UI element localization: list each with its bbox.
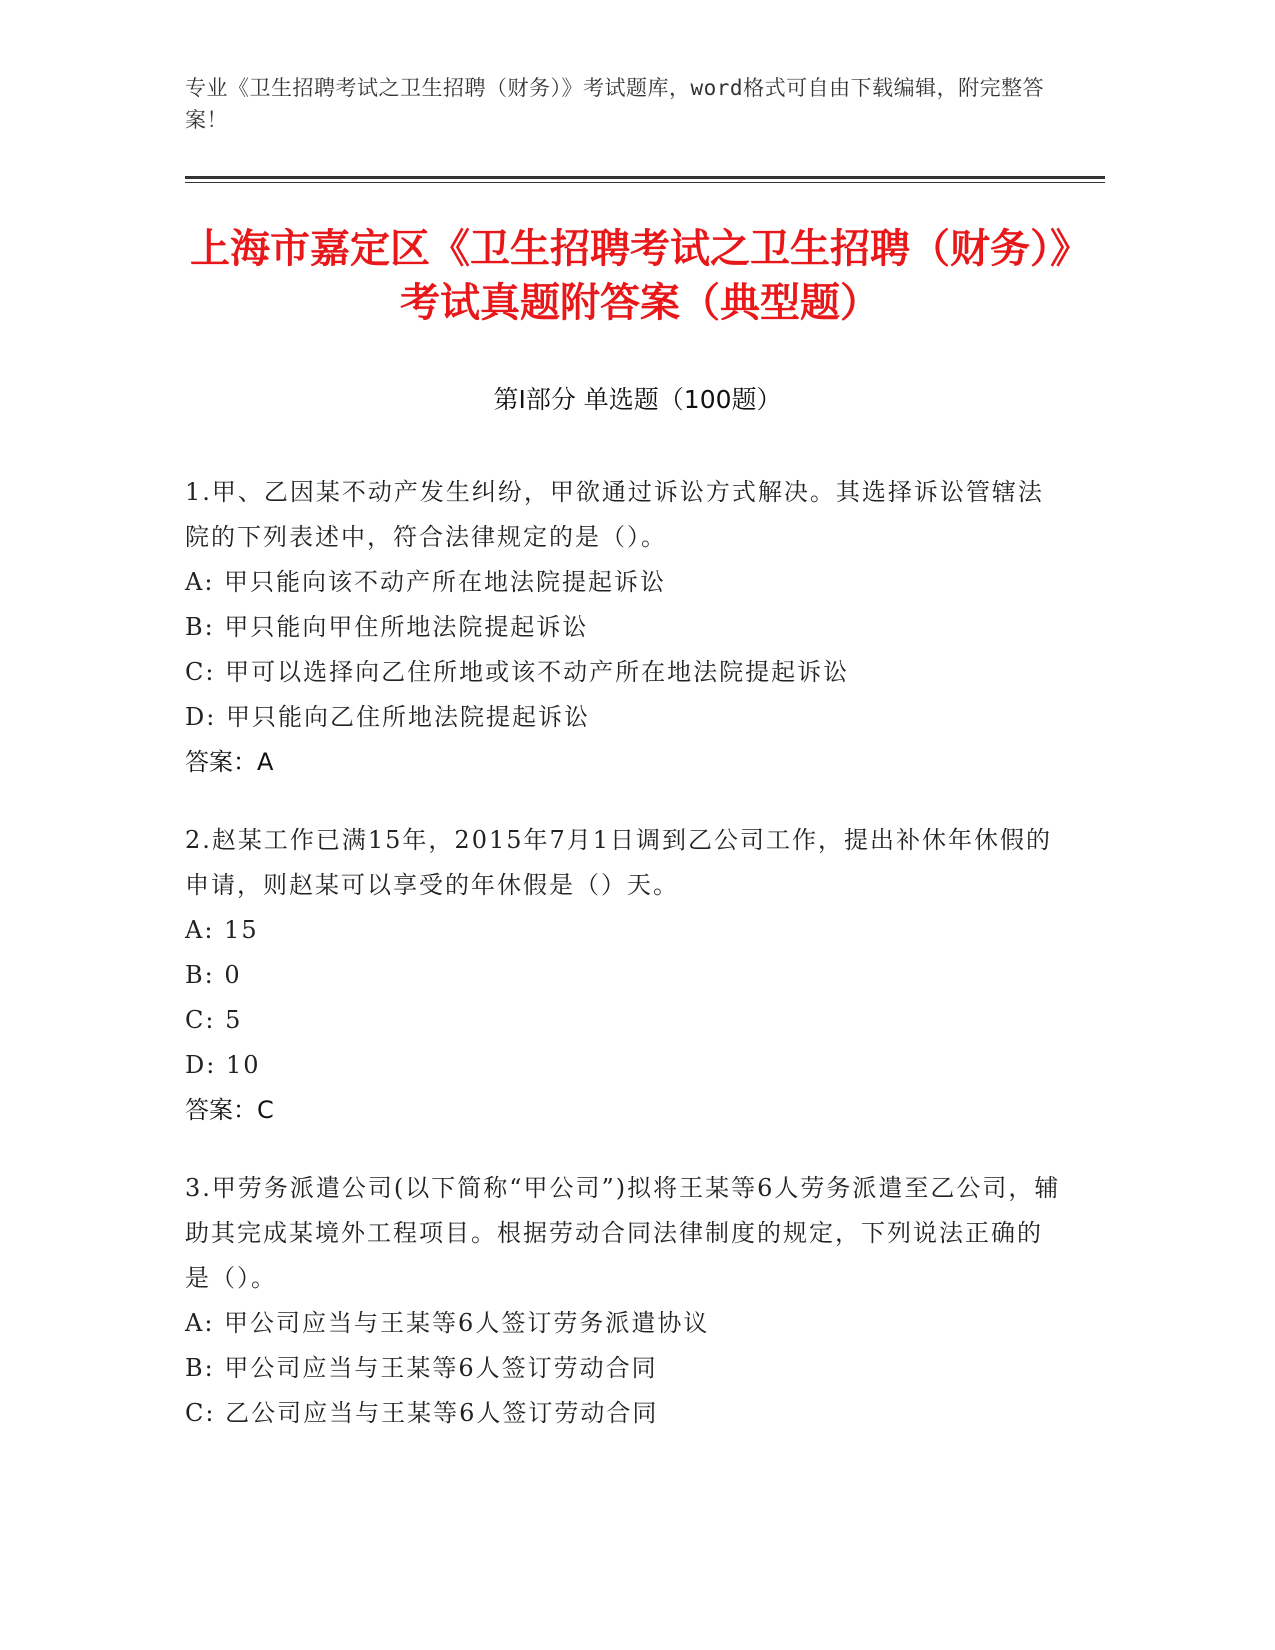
- question-block: [185, 818, 1065, 1133]
- option-c: C: 乙公司应当与王某等6人签订劳动合同: [185, 1399, 659, 1427]
- question-text: 2.赵某工作已满15年，2015年7月1日调到乙公司工作，提出补休年休假的申请，则赵某可以享受的年休假是（）天。: [185, 826, 1053, 899]
- option-a: A: 甲公司应当与王某等6人签订劳务派遣协议: [185, 1309, 710, 1337]
- document-title: 上海市嘉定区《卫生招聘考试之卫生招聘（财务）》考试真题附答案（典型题）: [190, 226, 1090, 326]
- header-note: 专业《卫生招聘考试之卫生招聘（财务）》考试题库，word格式可自由下载编辑，附完整答案！: [185, 76, 1045, 132]
- option-b: B: 0: [185, 961, 242, 989]
- header-rule-thin: [185, 182, 1105, 183]
- option-c: C: 甲可以选择向乙住所地或该不动产所在地法院提起诉讼: [185, 658, 850, 686]
- option-d: D: 甲只能向乙住所地法院提起诉讼: [185, 703, 590, 731]
- option-a: A: 15: [185, 916, 259, 944]
- section-title: 第Ⅰ部分 单选题（100题）: [493, 385, 782, 414]
- answer: 答案：C: [185, 1096, 274, 1124]
- question-block: [185, 1166, 1065, 1436]
- option-b: B: 甲只能向甲住所地法院提起诉讼: [185, 613, 589, 641]
- option-c: C: 5: [185, 1006, 243, 1034]
- question-text: 1.甲、乙因某不动产发生纠纷，甲欲通过诉讼方式解决。其选择诉讼管辖法院的下列表述中，符合法律规定的是（）。: [185, 478, 1044, 551]
- option-b: B: 甲公司应当与王某等6人签订劳动合同: [185, 1354, 658, 1382]
- header-rule-thick: [185, 176, 1105, 179]
- answer: 答案：A: [185, 748, 274, 776]
- option-d: D: 10: [185, 1051, 261, 1079]
- option-a: A: 甲只能向该不动产所在地法院提起诉讼: [185, 568, 667, 596]
- question-text: 3.甲劳务派遣公司(以下简称“甲公司”)拟将王某等6人劳务派遣至乙公司，辅助其完成某境外工程项目。根据劳动合同法律制度的规定，下列说法正确的是（）。: [185, 1174, 1061, 1292]
- question-block: [185, 470, 1065, 785]
